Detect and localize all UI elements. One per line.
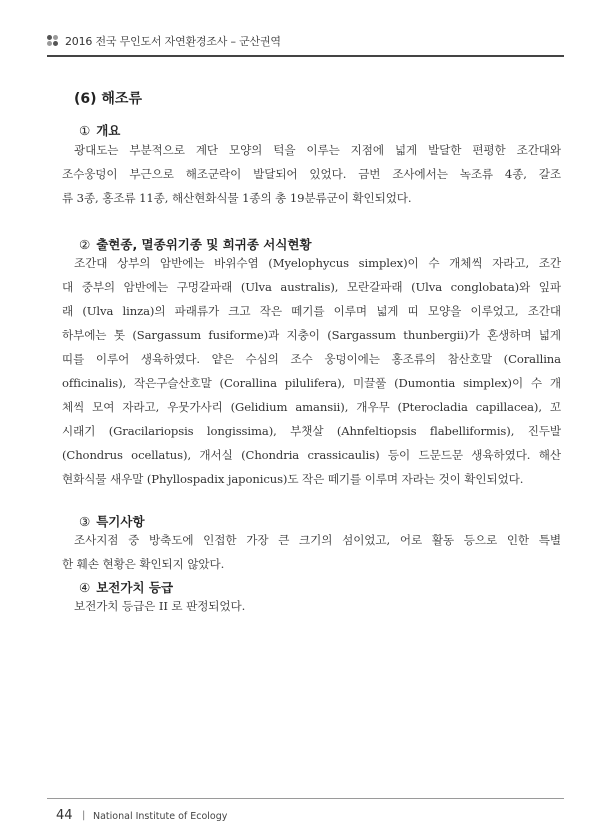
text-line: 띠를 이루어 생육하였다. 얕은 수심의 조수 웅덩이에는 홍조류의 참산호말 (Corallina bbox=[62, 352, 561, 366]
paragraph-special-notes bbox=[62, 528, 561, 576]
text-line: 현화식물 새우말 (Phyllospadix japonicus)도 작은 떼기를 이루며 자라는 것이 확인되었다. bbox=[62, 472, 524, 486]
text-line: 보전가치 등급은 II 로 판정되었다. bbox=[74, 599, 246, 613]
section-title: (6) 해조류 bbox=[74, 91, 142, 107]
text-line: 한 훼손 현황은 확인되지 않았다. bbox=[62, 557, 225, 571]
subsection-title: 개요 bbox=[96, 123, 121, 138]
header-divider bbox=[47, 55, 564, 57]
text-line: (Chondrus ocellatus), 개서실 (Chondria crassicaulis) 등이 드문드문 생육하였다. 해산 bbox=[62, 448, 561, 462]
text-line: 조간대 상부의 암반에는 바위수염 (Myelophycus simplex)이 수 개체씩 자라고, 조간 bbox=[74, 256, 561, 270]
footer-publisher: National Institute of Ecology bbox=[93, 811, 228, 822]
footer-divider bbox=[47, 798, 564, 799]
text-line: 래 (Ulva linza)의 파래류가 크고 작은 떼기를 이루며 넓게 띠 모양을 이루었고, 조간대 bbox=[62, 304, 561, 318]
subsection-number: ③ bbox=[79, 514, 91, 529]
running-header bbox=[47, 32, 564, 52]
text-line: officinalis), 작은구슬산호말 (Corallina pilulifera), 미끌풀 (Dumontia simplex)이 수 개 bbox=[62, 376, 561, 390]
paragraph-overview bbox=[62, 138, 561, 210]
page-number: 44 bbox=[56, 808, 73, 823]
text-line: 조수웅덩이 부근으로 해조군락이 발달되어 있었다. 금번 조사에서는 녹조류 4종, 갈조 bbox=[62, 167, 561, 181]
subsection-title: 출현종, 멸종위기종 및 희귀종 서식현황 bbox=[96, 237, 312, 252]
footer-separator: | bbox=[82, 810, 86, 821]
paragraph-conservation-grade bbox=[62, 594, 561, 618]
subsection-title: 특기사항 bbox=[96, 514, 145, 529]
header-dots-icon bbox=[47, 35, 59, 47]
text-line: 조사지점 중 방축도에 인접한 가장 큰 크기의 섬이었고, 어로 활동 등으로 인한 특별 bbox=[74, 533, 561, 547]
text-line: 하부에는 톳 (Sargassum fusiforme)과 지충이 (Sargassum thunbergii)가 혼생하며 넓게 bbox=[62, 328, 561, 342]
text-line: 체씩 모여 자라고, 우뭇가사리 (Gelidium amansii), 개우무 (Pterocladia capillacea), 꼬 bbox=[62, 400, 561, 414]
subsection-heading-1 bbox=[79, 121, 120, 139]
subsection-number: ② bbox=[79, 237, 91, 252]
subsection-number: ④ bbox=[79, 580, 91, 595]
text-line: 시래기 (Gracilariopsis longissima), 부챗살 (Ahnfeltiopsis flabelliformis), 진두발 bbox=[62, 424, 561, 438]
paragraph-species-status bbox=[62, 251, 561, 491]
subsection-number: ① bbox=[79, 123, 91, 138]
text-line: 류 3종, 홍조류 11종, 해산현화식물 1종의 총 19분류군이 확인되었다. bbox=[62, 191, 412, 205]
header-title: 2016 전국 무인도서 자연환경조사 – 군산권역 bbox=[65, 35, 281, 48]
subsection-title: 보전가치 등급 bbox=[96, 580, 174, 595]
text-line: 대 중부의 암반에는 구멍갈파래 (Ulva australis), 모란갈파래 (Ulva conglobata)와 잎파 bbox=[62, 280, 561, 294]
text-line: 광대도는 부분적으로 계단 모양의 턱을 이루는 지점에 넓게 발달한 편평한 조간대와 bbox=[74, 143, 561, 157]
